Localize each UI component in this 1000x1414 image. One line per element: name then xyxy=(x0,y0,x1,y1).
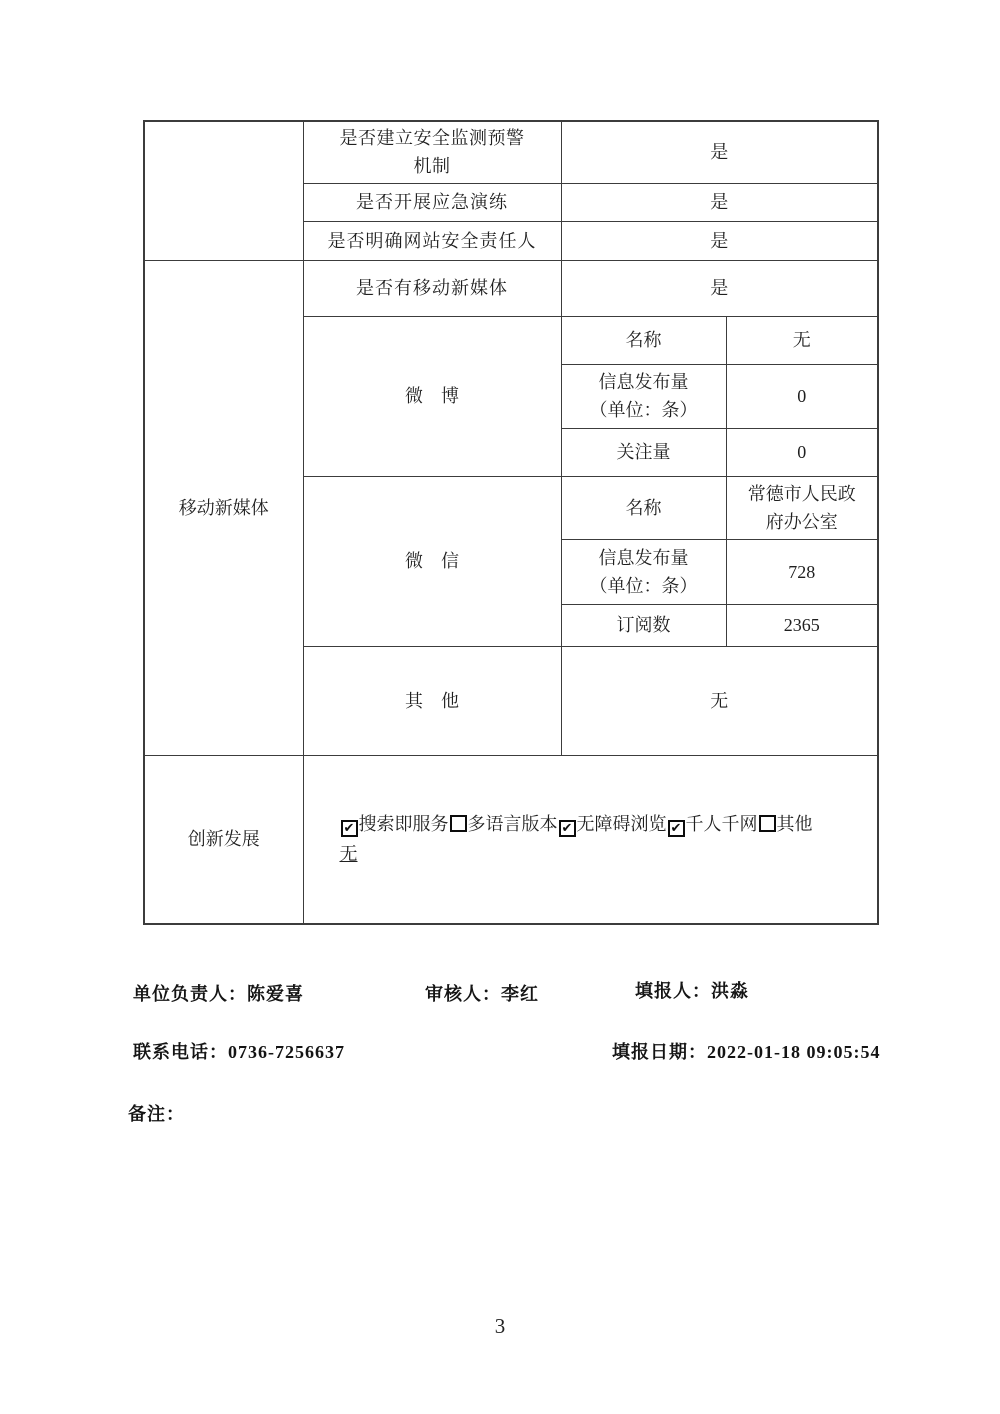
wechat-posts-field: 信息发布量（单位：条） xyxy=(589,547,698,596)
section-label-innovation xyxy=(144,755,303,924)
remark-label: 备注： xyxy=(128,1104,185,1124)
security-question-cell xyxy=(303,121,561,183)
fill-date-line xyxy=(612,1038,880,1064)
wechat-name-value: 常德市人民政府办公室 xyxy=(747,483,856,532)
innovation-option-label: 其他 xyxy=(776,814,813,835)
other-media-label: 其 他 xyxy=(405,690,459,711)
filler-line xyxy=(635,977,749,1003)
security-question-cell xyxy=(303,183,561,221)
wechat-value-cell xyxy=(726,539,878,604)
wechat-label-cell xyxy=(303,476,561,646)
checkbox-checked-icon: ✔ xyxy=(668,820,685,837)
phone-line xyxy=(133,1038,345,1064)
weibo-field-cell xyxy=(561,364,726,428)
unit-head-name: 陈爱喜 xyxy=(247,984,304,1004)
unit-head-label: 单位负责人： xyxy=(133,984,247,1004)
wechat-value-cell xyxy=(726,604,878,646)
innovation-option-label: 千人千网 xyxy=(685,814,758,835)
wechat-field-cell xyxy=(561,539,726,604)
mobile-media-answer-cell xyxy=(561,260,878,316)
weibo-followers-value: 0 xyxy=(797,442,807,462)
section-label-cell-empty xyxy=(144,121,303,260)
security-answer-3: 是 xyxy=(710,230,729,251)
security-question-3: 是否明确网站安全责任人 xyxy=(327,230,537,251)
filler-label: 填报人： xyxy=(635,981,711,1001)
unit-head-line xyxy=(133,980,304,1006)
other-media-value-cell xyxy=(561,646,878,755)
weibo-value-cell xyxy=(726,428,878,476)
weibo-name-field: 名称 xyxy=(625,330,662,350)
security-question-2: 是否开展应急演练 xyxy=(356,192,508,212)
has-mobile-media-question: 是否有移动新媒体 xyxy=(356,278,508,298)
filler-name: 洪淼 xyxy=(711,981,749,1001)
security-answer-cell xyxy=(561,183,878,221)
report-table xyxy=(143,120,879,925)
wechat-field-cell xyxy=(561,604,726,646)
reviewer-line xyxy=(425,980,539,1006)
weibo-field-cell xyxy=(561,316,726,364)
remark-line xyxy=(128,1100,185,1126)
wechat-value-cell xyxy=(726,476,878,539)
security-question-cell xyxy=(303,221,561,260)
phone-value: 0736-7256637 xyxy=(228,1042,345,1062)
fill-date-value: 2022-01-18 09:05:54 xyxy=(707,1042,881,1062)
innovation-option-label: 搜索即服务 xyxy=(358,814,449,835)
mobile-media-label: 移动新媒体 xyxy=(178,497,269,518)
wechat-posts-value: 728 xyxy=(788,561,816,582)
wechat-name-field: 名称 xyxy=(625,497,662,518)
security-answer-2: 是 xyxy=(710,192,729,212)
checkbox-checked-icon: ✔ xyxy=(559,820,576,837)
checkbox-unchecked-icon xyxy=(759,815,776,832)
wechat-label: 微 信 xyxy=(405,551,459,571)
innovation-option-label: 多语言版本 xyxy=(467,814,558,835)
page-number: 3 xyxy=(494,1314,506,1338)
section-label-mobile-media xyxy=(144,260,303,755)
weibo-label: 微 博 xyxy=(405,386,459,406)
security-answer-cell xyxy=(561,221,878,260)
innovation-label: 创新发展 xyxy=(187,829,260,850)
reviewer-label: 审核人： xyxy=(425,984,501,1004)
weibo-label-cell xyxy=(303,316,561,476)
weibo-posts-value: 0 xyxy=(797,386,807,406)
innovation-options-line xyxy=(340,809,872,839)
wechat-subscribers-value: 2365 xyxy=(783,615,820,635)
checkbox-checked-icon: ✔ xyxy=(341,820,358,837)
innovation-content-cell xyxy=(303,755,878,924)
security-question-1: 是否建立安全监测预警机制 xyxy=(339,128,525,177)
fill-date-label: 填报日期： xyxy=(612,1042,707,1062)
mobile-media-question-cell xyxy=(303,260,561,316)
security-answer-cell xyxy=(561,121,878,183)
weibo-posts-field: 信息发布量（单位：条） xyxy=(589,372,698,420)
innovation-other-value: 无 xyxy=(339,844,358,865)
phone-label: 联系电话： xyxy=(133,1042,228,1062)
wechat-subscribers-field: 订阅数 xyxy=(616,615,671,635)
innovation-option-label: 无障碍浏览 xyxy=(576,814,667,835)
weibo-name-value: 无 xyxy=(792,330,811,350)
weibo-value-cell xyxy=(726,316,878,364)
wechat-field-cell xyxy=(561,476,726,539)
has-mobile-media-answer: 是 xyxy=(710,278,729,298)
reviewer-name: 李红 xyxy=(501,984,539,1004)
other-media-value: 无 xyxy=(710,690,729,711)
checkbox-unchecked-icon xyxy=(450,815,467,832)
weibo-field-cell xyxy=(561,428,726,476)
other-media-label-cell xyxy=(303,646,561,755)
weibo-followers-field: 关注量 xyxy=(616,442,671,462)
security-answer-1: 是 xyxy=(710,142,729,163)
weibo-value-cell xyxy=(726,364,878,428)
